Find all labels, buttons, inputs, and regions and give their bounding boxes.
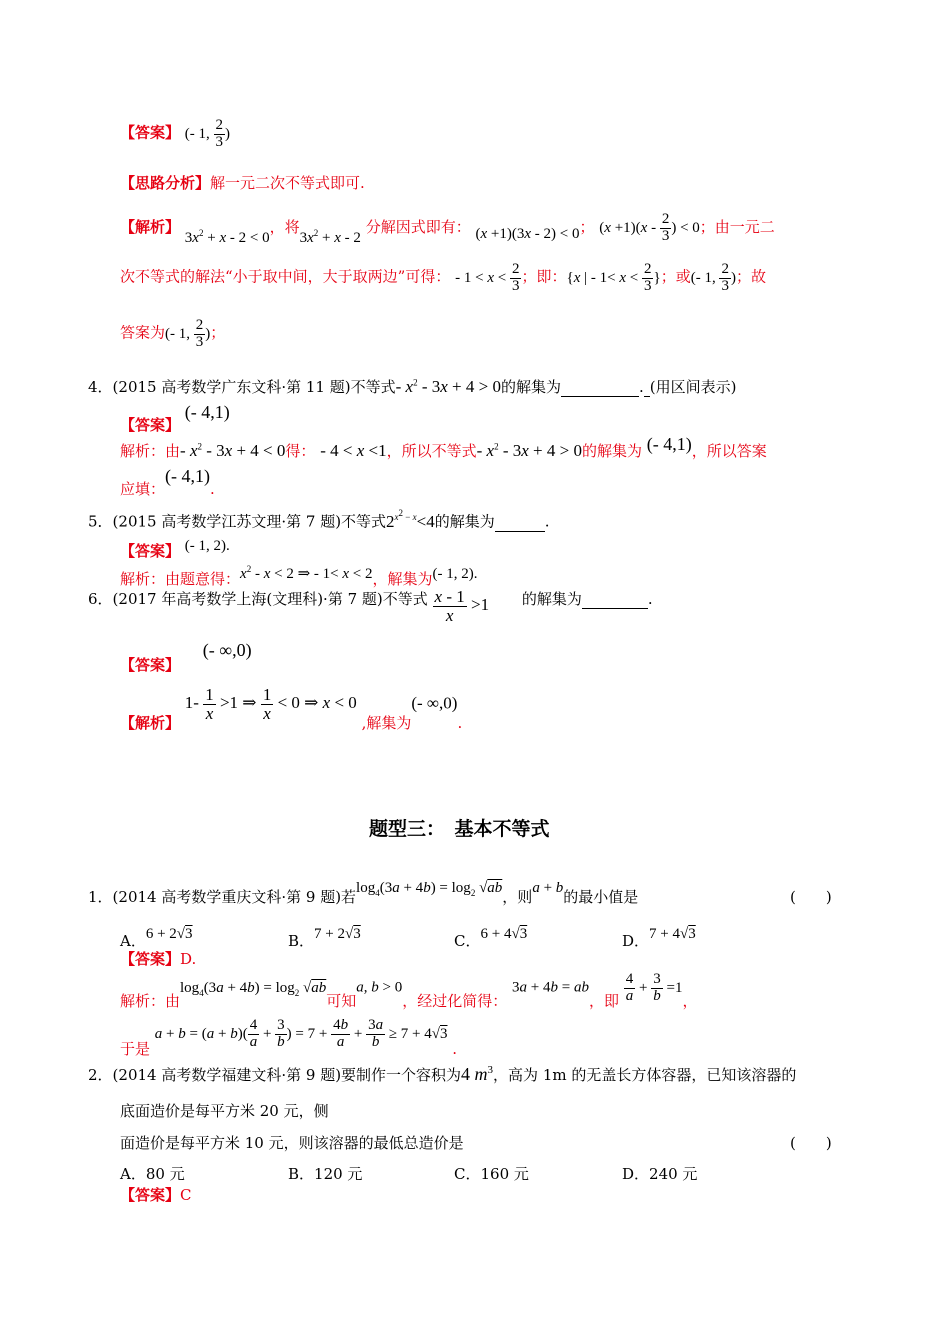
answer-label: 【答案】 — [120, 123, 181, 142]
section-heading: 题型三： 基本不等式 — [369, 818, 550, 840]
s2-stem-line1 — [88, 1064, 796, 1085]
q6-analysis — [120, 685, 463, 733]
s1-stem — [88, 876, 639, 906]
answer-label: 【答案】 — [120, 542, 181, 560]
q3-math-7: (- 1, $\frac{2}{3}$ ) — [690, 261, 736, 294]
q5-math-1: $x^2 - x < 2$ ⇒ - 1< x < 2 — [240, 564, 373, 582]
q5-stem-text: (2015 高考数学江苏文理·第 7 题)不等式 — [112, 512, 387, 531]
q6-stem-text-2: 的解集为 — [521, 590, 582, 609]
q3-analysis-line1 — [120, 212, 775, 245]
q5-blank — [495, 513, 545, 532]
s2-paren: ( ) — [790, 1134, 832, 1152]
q4-text-2: 得： — [285, 442, 316, 460]
q3-math-6: {x | - 1< x < $\frac{2}{3}$ } — [566, 261, 661, 294]
s1-text-6: 于是 — [120, 1039, 151, 1058]
q5-text-2: ，解集为 — [372, 570, 433, 588]
answer-label: 【答案】 — [120, 416, 181, 434]
q6-math-1: 1- $\frac{1}{x}$ >1 ⇒ $\frac{1}{x}$ < 0 ⇒ x < 0 — [184, 685, 357, 723]
q3-answer-value: (- 1, $\frac{2}{3}$ ) — [184, 117, 231, 150]
s2-stem-line3: 面造价是每平方米 10 元，则该溶器的最低总造价是 — [120, 1134, 464, 1152]
q4-analysis-line2 — [120, 466, 215, 498]
s2-answer-row — [120, 1184, 192, 1205]
s1-option-c-value: 6 + 4√3 — [480, 926, 528, 942]
s2-option-d[interactable]: D．240 元 — [622, 1165, 698, 1183]
s2-volume: 4 $m^3$ — [461, 1064, 494, 1084]
s1-text-7: . — [452, 1039, 458, 1058]
s2-stem-line2: 底面造价是每平方米 20 元，侧 — [120, 1102, 329, 1120]
q6-math-2: (- ∞,0) — [411, 693, 458, 713]
q4-text-3: ，所以不等式 — [386, 442, 477, 460]
q4-text-1: 解析：由 — [120, 442, 181, 460]
q5-math-2: (- 1, 2). — [432, 566, 478, 582]
q3-analysis-line2 — [120, 262, 766, 295]
s1-option-b-label: B． — [288, 932, 315, 950]
s1-paren: ( ) — [790, 888, 832, 906]
s1-math-5: a + b = (a + b)( $\frac{4}{a}$ + $\frac{3}{b}$ ) = 7 + $\frac{4b}{a}$ + $\frac{3a}{b}$ ≥ 7 + 4√3 — [154, 1017, 448, 1050]
q4-period: . — [638, 378, 644, 396]
q5-answer-value: (- 1, 2). — [184, 538, 230, 554]
s1-option-a-value: 6 + 2√3 — [145, 926, 193, 942]
s1-stem-text: (2014 高考数学重庆文科·第 9 题)若 — [112, 888, 357, 906]
q3-math-5: - 1 < x < $\frac{2}{3}$ — [455, 261, 520, 294]
s2-option-a[interactable]: A．80 元 — [120, 1165, 185, 1183]
q3-semicolon: ； — [579, 218, 595, 236]
q3-text-1: ，将 — [269, 218, 300, 236]
q6-text-2: . — [457, 714, 463, 733]
q5-stem — [88, 508, 550, 532]
s1-option-a[interactable] — [120, 922, 193, 950]
s1-option-b[interactable] — [288, 922, 361, 950]
s1-text-2: 可知 — [326, 991, 357, 1010]
q3-text-3: ；由一元二 — [699, 218, 775, 236]
q6-period: . — [647, 590, 653, 609]
q4-stem-text: (2015 高考数学广东文科·第 11 题)不等式 — [112, 378, 396, 396]
q4-text-4: 的解集为 — [581, 442, 642, 460]
q4-number: 4． — [88, 378, 113, 396]
q4-hint: (用区间表示) — [649, 378, 737, 396]
s1-text-1: 解析：由 — [120, 991, 181, 1010]
q6-inequality: $\frac{x - 1}{x}$ >1 — [434, 587, 490, 625]
s1-expr: a + b — [532, 880, 564, 896]
s1-option-c[interactable] — [454, 922, 528, 950]
s2-option-c[interactable]: C．160 元 — [454, 1165, 529, 1183]
q6-text-1: ,解集为 — [361, 714, 412, 733]
s1-option-d-label: D． — [622, 932, 650, 950]
q5-period: . — [544, 512, 550, 531]
q3-text-4: 次不等式的解法“小于取中间，大于取两边”可得： — [120, 267, 451, 286]
q6-answer-row — [120, 640, 252, 674]
q4-text-7: . — [210, 480, 215, 498]
q3-text-6: ；或 — [660, 267, 691, 286]
q5-inequality: $2^{x^2 - x}<4$ — [386, 508, 435, 531]
s1-math-4: $\frac{4}{a}$ + $\frac{3}{b}$ =1 — [625, 971, 683, 1004]
s1-text-4: ，即 — [588, 991, 619, 1010]
answer-label: 【答案】 — [120, 1186, 181, 1204]
answer-label: 【答案】 — [120, 950, 181, 968]
q4-stem-text-2: 的解集为 — [500, 378, 561, 396]
q3-math-3: (x +1)(3x - 2) < 0 — [475, 226, 580, 242]
s1-option-d[interactable] — [622, 922, 696, 950]
s1-answer-row — [120, 948, 196, 969]
s1-analysis-line2 — [120, 1017, 458, 1058]
q3-text-7: ；故 — [735, 267, 766, 286]
q4-math-3: - $x^2 - 3x + 4 > 0$ — [476, 441, 582, 460]
q5-analysis — [120, 562, 478, 588]
idea-label: 【思路分析】 — [120, 174, 211, 192]
s2-stem-text-2: ，高为 1m 的无盖长方体容器，已知该溶器的 — [493, 1066, 797, 1084]
s1-stem-text-2: ，则 — [502, 888, 533, 906]
q4-answer-row — [120, 402, 230, 434]
s1-option-c-label: C． — [454, 932, 481, 950]
q3-text-9: ； — [210, 323, 226, 342]
q4-math-4: (- 4,1) — [646, 434, 692, 454]
q4-text-5: ，所以答案 — [691, 442, 767, 460]
q3-math-4: (x +1)(x - $\frac{2}{3}$ ) < 0 — [599, 211, 700, 245]
q3-answer-row — [120, 118, 230, 151]
q6-blank — [582, 590, 648, 609]
q3-text-8: 答案为 — [120, 323, 166, 342]
q6-stem-text: (2017 年高考数学上海(文理科)·第 7 题)不等式 — [112, 590, 428, 609]
s1-number: 1． — [88, 888, 113, 906]
s2-answer-value: C — [180, 1186, 192, 1204]
q3-text-5: ；即： — [521, 267, 567, 286]
s1-math-2: a, b > 0 — [356, 979, 403, 996]
analysis-label: 【解析】 — [120, 714, 181, 733]
s1-analysis-line1 — [120, 971, 698, 1010]
s1-math-1: $\log_4(3a + 4b) = \log_2 √ab$ — [180, 979, 327, 998]
q6-stem — [88, 588, 653, 625]
q3-math-1: $3x^2 + x - 2 < 0$ — [184, 228, 270, 246]
q5-number: 5． — [88, 512, 113, 531]
s1-option-a-label: A． — [120, 932, 146, 950]
s1-math-3: 3a + 4b = ab — [512, 979, 589, 996]
q5-answer-row — [120, 534, 230, 560]
q4-text-6: 应填： — [120, 480, 166, 498]
q5-text-1: 解析：由题意得： — [120, 570, 241, 588]
s2-stem-text: (2014 高考数学福建文科·第 9 题)要制作一个容积为 — [112, 1066, 462, 1084]
q3-math-8: (- 1, $\frac{2}{3}$ ) — [165, 317, 211, 350]
q6-answer-value: (- ∞,0) — [202, 640, 252, 660]
q3-math-2: $3x^2 + x - 2$ — [299, 228, 361, 246]
q6-number: 6． — [88, 590, 113, 609]
s1-stem-text-3: 的最小值是 — [563, 888, 639, 906]
q3-analysis-line3 — [120, 318, 225, 351]
q5-stem-text-2: 的解集为 — [434, 512, 495, 531]
q4-math-2: - 4 < x <1 — [320, 441, 387, 460]
s1-option-b-value: 7 + 2√3 — [314, 926, 361, 942]
s1-equation: $\log_4(3a + 4b) = \log_2 √ab$ — [356, 880, 503, 898]
q4-analysis-line1 — [120, 434, 767, 461]
q4-stem — [88, 376, 736, 397]
q4-inequality: - $x^2 - 3x + 4 > 0$ — [395, 377, 501, 396]
s1-option-d-value: 7 + 4√3 — [649, 926, 696, 942]
q4-answer-value: (- 4,1) — [184, 402, 230, 422]
s2-number: 2． — [88, 1066, 113, 1084]
analysis-label: 【解析】 — [120, 218, 181, 236]
q3-text-2: 分解因式即有： — [365, 218, 471, 236]
s2-option-b[interactable]: B．120 元 — [288, 1165, 363, 1183]
s1-text-5: ， — [682, 991, 698, 1010]
s1-answer-value: D. — [180, 950, 197, 968]
s1-text-3: ，经过化简得： — [402, 991, 508, 1010]
answer-label: 【答案】 — [120, 656, 181, 674]
q4-math-5: (- 4,1) — [165, 466, 210, 486]
q3-idea-text: 解一元二次不等式即可. — [210, 174, 365, 192]
q4-blank — [561, 378, 639, 397]
q4-math-1: - $x^2 - 3x + 4 < 0$ — [180, 441, 286, 460]
q3-idea-row — [120, 172, 365, 193]
